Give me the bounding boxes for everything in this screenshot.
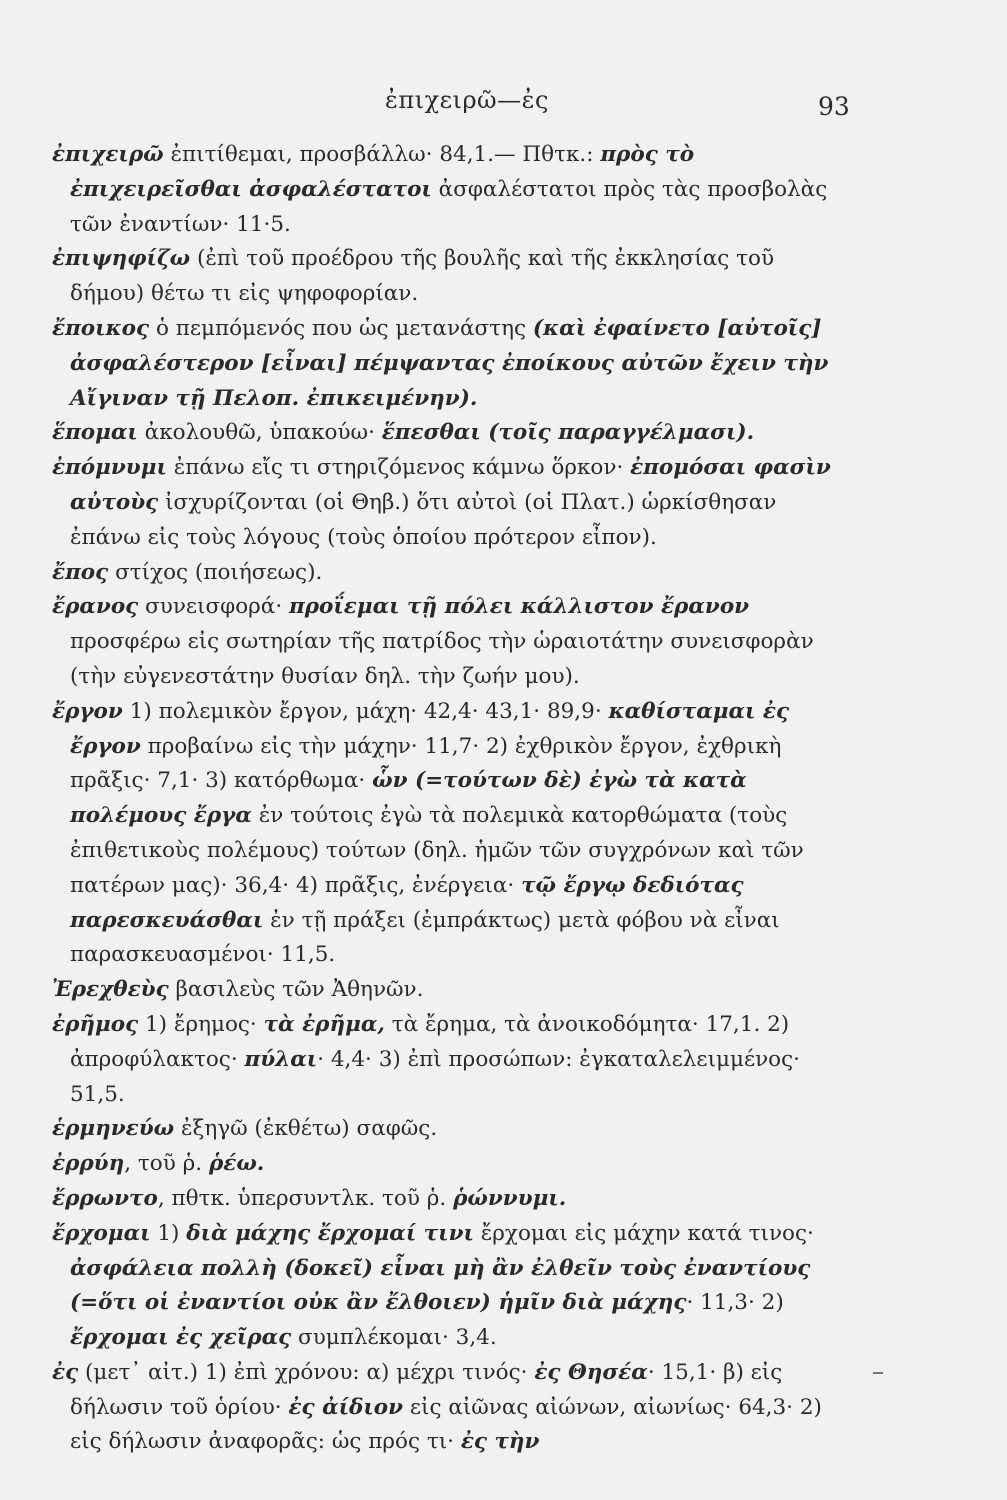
entry-headword: ἔρανος xyxy=(52,594,139,620)
definition-text: · 11,3· 2) xyxy=(686,1290,784,1316)
entry-epomnymi xyxy=(52,451,852,555)
definition-text: , τοῦ ῥ. xyxy=(124,1151,209,1177)
quoted-phrase: ῥέω. xyxy=(208,1151,265,1177)
entry-epipsephizo xyxy=(52,242,852,312)
quoted-phrase: ἀσφάλεια πολλὴ (δοκεῖ) εἶναι μὴ ἂν ἐλθεῖν τοὺς ἐναντίους (=ὅτι οἱ ἐναντίοι οὐκ ἂν ἔλθοιεν) ἡμῖν διὰ μάχης xyxy=(70,1255,811,1316)
entry-epicheiro xyxy=(52,138,852,242)
definition-text: ὁ πεμπόμενός που ὡς μετανάστης xyxy=(149,315,533,341)
entry-headword: Ἐρεχθεὺς xyxy=(52,977,169,1003)
quoted-phrase: ἕπεσθαι (τοῖς παραγγέλμασι). xyxy=(381,420,755,446)
entry-errponto xyxy=(52,1182,852,1217)
quoted-phrase: ἐς ἀίδιον xyxy=(288,1394,404,1420)
page-header xyxy=(0,78,1007,121)
quoted-phrase: καθίσταμαι ἐς ἔργον xyxy=(70,698,790,759)
definition-text: ἐν τῇ πράξει (ἐμπράκτως) μετὰ φόβου νὰ εἶναι παρασκευασμένοι· 11,5. xyxy=(70,907,780,968)
page-number: 93 xyxy=(818,92,850,121)
entry-epos xyxy=(52,556,852,591)
definition-text: 1) xyxy=(150,1220,187,1246)
running-title: ἐπιχειρῶ—ἐς xyxy=(385,86,549,114)
entry-headword: ἐρῆμος xyxy=(52,1011,139,1037)
entry-erchomai xyxy=(52,1217,852,1356)
entry-headword: ἐπιψηφίζω xyxy=(52,246,191,272)
entry-headword: ἐς xyxy=(52,1359,79,1385)
quoted-phrase: ἔρχομαι ἐς χεῖρας xyxy=(70,1325,292,1351)
quoted-phrase: ὧν (=τούτων δὲ) ἐγὼ τὰ κατὰ πολέμους ἔργα xyxy=(70,768,747,829)
entry-headword: ἔρχομαι xyxy=(52,1220,151,1246)
definition-text: ἐν τούτοις ἐγὼ τὰ πολεμικὰ κατορθώματα (τοὺς ἐπιθετικοὺς πολέμους) τούτων (δηλ. ἡμῶν τῶν συγχρόνων καὶ τῶν πατέρων μας)· 36,4· 4) πρᾶξις, ἐνέργεια· xyxy=(70,803,804,898)
entry-errye xyxy=(52,1147,852,1182)
entry-headword: ἐπόμνυμι xyxy=(52,455,167,481)
definition-text: 1) πολεμικὸν ἔργον, μάχη· 42,4· 43,1· 89,9· xyxy=(122,698,609,724)
definition-text: ἀσφαλέστατοι πρὸς τὰς προσβολὰς τῶν ἐναντίων· 11·5. xyxy=(70,176,828,237)
definition-text: (ἐπὶ τοῦ προέδρου τῆς βουλῆς καὶ τῆς ἐκκλησίας τοῦ δήμου) θέτω τι εἰς ψηφοφορίαν. xyxy=(70,246,775,307)
quoted-phrase: πύλαι xyxy=(244,1046,318,1072)
entry-headword: ἑρμηνεύω xyxy=(52,1116,175,1142)
definition-text: ἐπιτίθεμαι, προσβάλλω· 84,1.— Πθτκ.: xyxy=(163,142,601,167)
entry-eremos xyxy=(52,1008,852,1112)
quoted-phrase: ἐπομόσαι φασὶν αὐτοὺς xyxy=(70,455,831,515)
definition-text: , πθτκ. ὑπερσυντλκ. τοῦ ῥ. xyxy=(157,1185,454,1211)
entry-headword: ἔρρωντο xyxy=(52,1185,158,1211)
entry-erechtheus xyxy=(52,973,852,1008)
definition-text: στίχος (ποιήσεως). xyxy=(108,559,323,585)
entry-eranos xyxy=(52,590,852,694)
definition-text: ἐξηγῶ (ἐκθέτω) σαφῶς. xyxy=(174,1116,438,1142)
definition-text: συνεισφορά· xyxy=(138,594,289,620)
entry-headword: ἐπιχειρῶ xyxy=(52,142,164,167)
definition-text: εἰς αἰῶνας αἰώνων, αἰωνίως· 64,3· 2) εἰς δήλωσιν ἀναφορᾶς: ὡς πρός τι· xyxy=(70,1394,822,1455)
definition-text: · 4,4· 3) ἐπὶ προσώπων: ἐγκαταλελειμμένος· 51,5. xyxy=(70,1046,800,1107)
quoted-phrase: τῷ ἔργῳ δεδιότας παρεσκευάσθαι xyxy=(70,872,744,933)
definition-text: ἐπάνω εἴς τι στηριζόμενος κάμνω ὅρκον· xyxy=(166,455,631,481)
definition-text: (μετ᾽ αἰτ.) 1) ἐπὶ χρόνου: α) μέχρι τινός· xyxy=(78,1359,535,1385)
quoted-phrase: ἐς τὴν xyxy=(460,1429,540,1455)
quoted-phrase: προΐεμαι τῇ πόλει κάλλιστον ἔρανον xyxy=(289,594,750,620)
definition-text: προβαίνω εἰς τὴν μάχην· 11,7· 2) ἐχθρικὸν ἔργον, ἐχθρικὴ πρᾶξις· 7,1· 3) κατόρθωμα· xyxy=(70,733,782,794)
definition-text: βασιλεὺς τῶν Ἀθηνῶν. xyxy=(168,977,424,1003)
entry-headword: ἕπομαι xyxy=(52,420,138,446)
definition-text: ἔρχομαι εἰς μάχην κατά τινος· xyxy=(473,1220,814,1246)
entry-headword: ἔργον xyxy=(52,698,123,724)
entry-list xyxy=(52,138,852,1460)
quoted-phrase: ῥώννυμι. xyxy=(453,1185,567,1211)
quoted-phrase: ἐς Θησέα xyxy=(534,1359,648,1385)
entry-hermeneuo xyxy=(52,1112,852,1147)
continuation-dash xyxy=(873,1372,883,1374)
definition-text: 1) ἔρημος· xyxy=(138,1011,264,1037)
definition-text: προσφέρω εἰς σωτηρίαν τῆς πατρίδος τὴν ὡραιοτάτην συνεισφορὰν (τὴν εὐγενεστάτην θυσίαν δηλ. τὴν ζωήν μου). xyxy=(70,629,814,689)
quoted-phrase: διὰ μάχης ἔρχομαί τινι xyxy=(186,1220,474,1246)
entry-es xyxy=(52,1356,852,1460)
entry-ergon xyxy=(52,695,852,973)
quoted-phrase: τὰ ἐρῆμα, xyxy=(263,1011,385,1037)
definition-text: συμπλέκομαι· 3,4. xyxy=(291,1325,497,1351)
entry-epoikos xyxy=(52,312,852,416)
entry-headword: ἔποικος xyxy=(52,315,150,341)
entry-headword: ἔπος xyxy=(52,559,109,585)
entry-headword: ἐρρύη xyxy=(52,1151,125,1177)
quoted-phrase: (καὶ ἐφαίνετο [αὐτοῖς] ἀσφαλέστερον [εἶναι] πέμψαντας ἐποίκους αὐτῶν ἔχειν τὴν Αἴγιναν τῇ Πελοπ. ἐπικειμένην). xyxy=(70,315,829,411)
quoted-phrase: πρὸς τὸ ἐπιχειρεῖσθαι ἀσφαλέστατοι xyxy=(70,142,695,202)
definition-text: ἀκολουθῶ, ὑπακούω· xyxy=(137,420,382,446)
entry-hepomai xyxy=(52,416,852,451)
definition-text: · 15,1· β) εἰς δήλωσιν τοῦ ὁρίου· xyxy=(70,1359,783,1420)
definition-text: ἰσχυρίζονται (οἱ Θηβ.) ὅτι αὐτοὶ (οἱ Πλατ.) ὡρκίσθησαν ἐπάνω εἰς τοὺς λόγους (τοὺς ὁποίου πρότερον εἶπον). xyxy=(70,489,777,550)
definition-text: τὰ ἔρημα, τὰ ἀνοικοδόμητα· 17,1. 2) ἀπροφύλακτος· xyxy=(70,1011,790,1072)
